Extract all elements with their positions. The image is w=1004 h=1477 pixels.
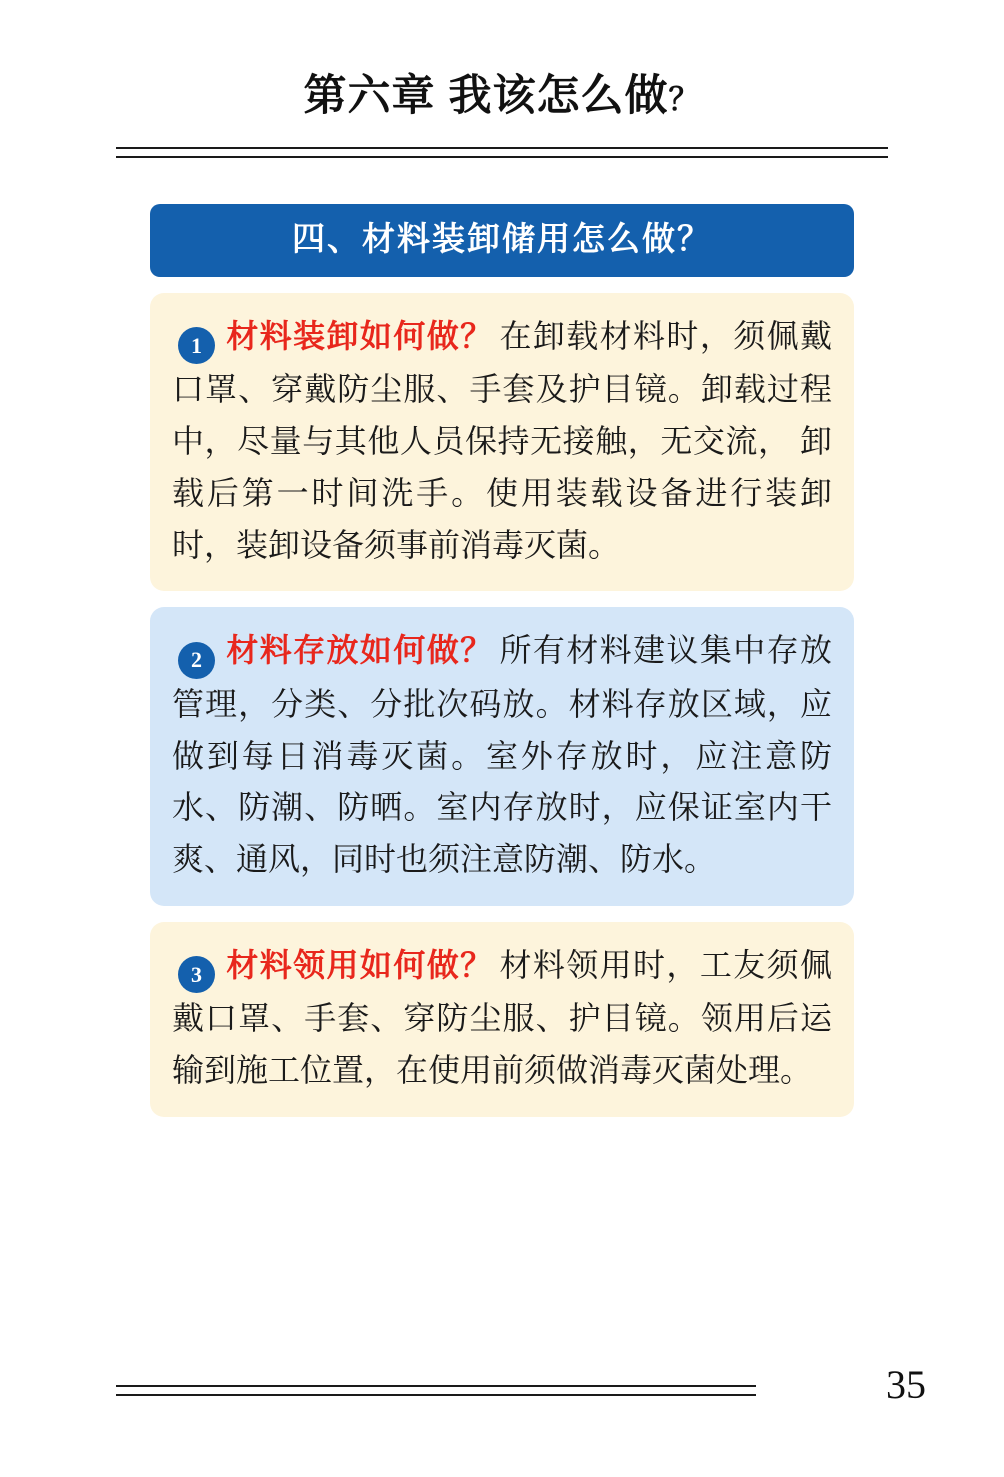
item-card-1 [150, 293, 854, 592]
item-badge-1: 1 [178, 327, 215, 364]
footer-divider [116, 1385, 756, 1396]
header-divider [116, 147, 888, 158]
item-body-1: 在卸载材料时，须佩戴口罩、穿戴防尘服、手套及护目镜。卸载过程中，尽量与其他人员保持无接触，无交流， 卸载后第一时间洗手。使用装载设备进行装卸时，装卸设备须事前消毒灭菌。 [172, 317, 832, 563]
item-card-2 [150, 607, 854, 906]
page-footer [0, 1362, 1004, 1415]
chapter-title-question-mark: ？ [668, 82, 701, 117]
item-badge-2: 2 [178, 642, 215, 679]
page-number: 35 [886, 1362, 926, 1407]
item-paragraph-1 [172, 311, 832, 572]
item-badge-3: 3 [178, 956, 215, 993]
item-lead-1: 材料装卸如何做？ [225, 317, 494, 354]
item-paragraph-2 [172, 625, 832, 886]
item-card-3 [150, 922, 854, 1117]
content-area [150, 158, 854, 1117]
chapter-title-text: 第六章 我该怎么做 [303, 72, 669, 120]
page-title [304, 72, 701, 121]
item-body-2: 所有材料建议集中存放管理，分类、分批次码放。材料存放区域，应做到每日消毒灭菌。室外存放时，应注意防水、防潮、防晒。室内存放时，应保证室内干爽、通风，同时也须注意防潮、防水。 [172, 632, 832, 878]
chapter-header [0, 0, 1004, 121]
item-lead-3: 材料领用如何做？ [225, 946, 494, 983]
item-paragraph-3 [172, 940, 832, 1097]
item-body-3: 材料领用时，工友须佩戴口罩、手套、穿防尘服、护目镜。领用后运输到施工位置，在使用前须做消毒灭菌处理。 [172, 946, 832, 1089]
item-lead-2: 材料存放如何做？ [225, 632, 494, 669]
section-banner: 四、材料装卸储用怎么做？ [150, 204, 854, 276]
